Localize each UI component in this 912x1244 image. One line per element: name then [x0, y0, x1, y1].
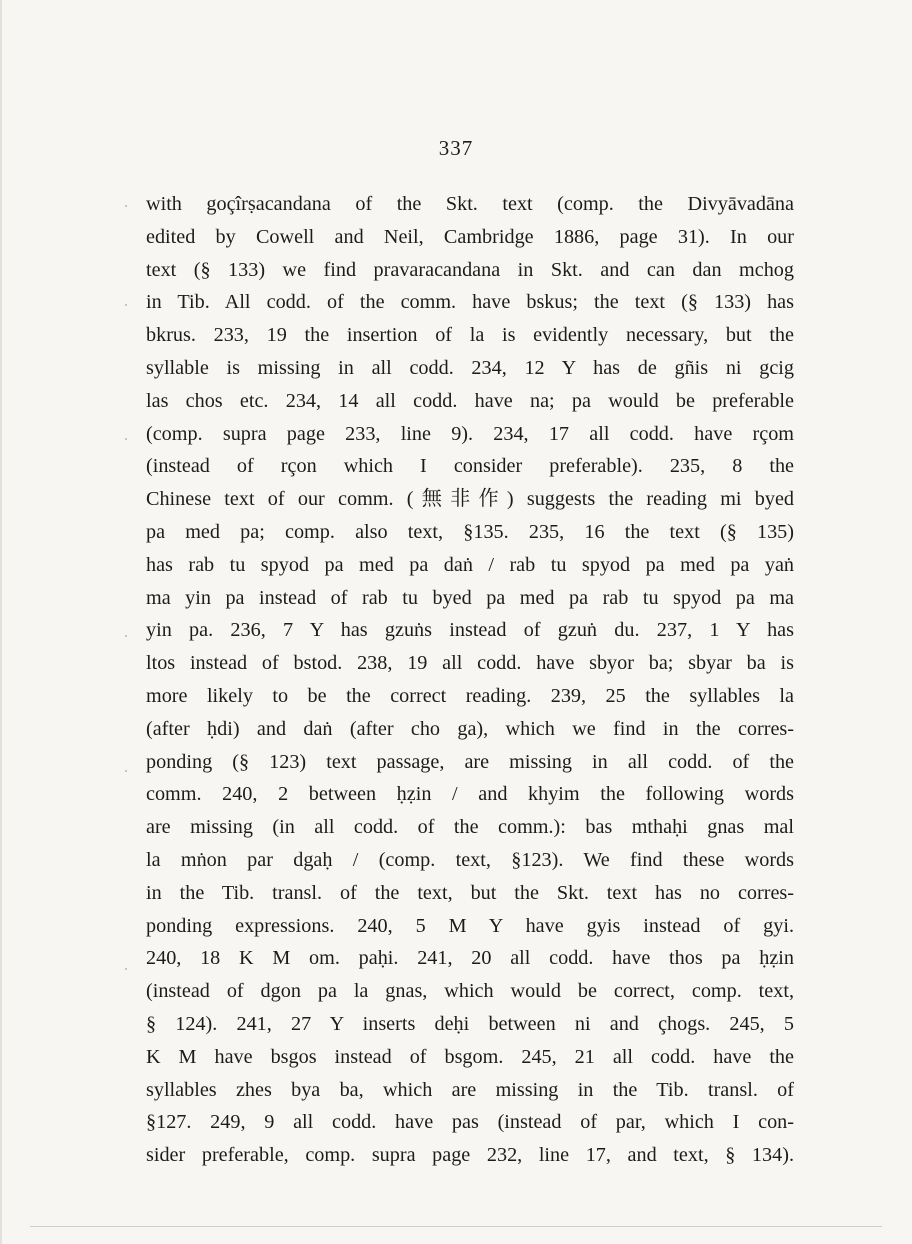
margin-mark	[125, 635, 127, 637]
text-line: ltos instead of bstod. 238, 19 all codd. have sbyor ba; sbyar ba is	[146, 652, 794, 675]
text-line: (instead of dgon pa la gnas, which would be correct, comp. text,	[146, 980, 794, 1003]
text-line: las chos etc. 234, 14 all codd. have na; pa would be preferable	[146, 389, 794, 412]
margin-mark	[125, 205, 127, 207]
text-line: bkrus. 233, 19 the insertion of la is evidently necessary, but the	[146, 324, 794, 347]
text-line: K M have bsgos instead of bsgom. 245, 21 all codd. have the	[146, 1045, 794, 1068]
text-line: sider preferable, comp. supra page 232, line 17, and text, § 134).	[146, 1144, 794, 1167]
text-line: ponding (§ 123) text passage, are missing in all codd. of the	[146, 750, 794, 773]
text-line: text (§ 133) we find pravaracandana in Skt. and can dan mchog	[146, 258, 794, 281]
margin-mark	[125, 770, 127, 772]
margin-mark	[125, 968, 127, 970]
text-line: (comp. supra page 233, line 9). 234, 17 all codd. have rçom	[146, 422, 794, 445]
text-line: edited by Cowell and Neil, Cambridge 1886, page 31). In our	[146, 225, 794, 248]
text-line: with goçîrṣacandana of the Skt. text (comp. the Divyāvadāna	[146, 193, 794, 215]
text-line: syllable is missing in all codd. 234, 12 Y has de gñis ni gcig	[146, 356, 794, 379]
page-number: 337	[438, 136, 474, 160]
text-line: 240, 18 K M om. paḥi. 241, 20 all codd. have thos pa ḥẓin	[146, 947, 794, 970]
text-line: comm. 240, 2 between ḥẓin / and khyim the following words	[146, 783, 794, 806]
text-line: ponding expressions. 240, 5 M Y have gyis instead of gyi.	[146, 914, 794, 937]
text-line: syllables zhes bya ba, which are missing in the Tib. transl. of	[146, 1078, 794, 1101]
text-line: §127. 249, 9 all codd. have pas (instead of par, which I con-	[146, 1111, 794, 1134]
margin-mark	[125, 304, 127, 306]
text-line: are missing (in all codd. of the comm.): bas mthaḥi gnas mal	[146, 816, 794, 839]
text-line: Chinese text of our comm. (無非作) suggests the reading mi byed	[146, 488, 794, 511]
text-line: more likely to be the correct reading. 239, 25 the syllables la	[146, 684, 794, 707]
text-line: has rab tu spyod pa med pa daṅ / rab tu spyod pa med pa yaṅ	[146, 553, 794, 576]
text-line: yin pa. 236, 7 Y has gzuṅs instead of gzuṅ du. 237, 1 Y has	[146, 619, 794, 642]
text-line: (after ḥdi) and daṅ (after cho ga), which we find in the corres-	[146, 717, 794, 740]
margin-mark	[125, 438, 127, 440]
text-line: in Tib. All codd. of the comm. have bskus; the text (§ 133) has	[146, 291, 794, 314]
text-line: ma yin pa instead of rab tu byed pa med pa rab tu spyod pa ma	[146, 586, 794, 609]
body-text	[146, 188, 794, 1172]
text-line: in the Tib. transl. of the text, but the Skt. text has no corres-	[146, 881, 794, 904]
bottom-edge-rule	[30, 1226, 882, 1227]
text-line: (instead of rçon which I consider preferable). 235, 8 the	[146, 455, 794, 478]
text-line: la mṅon par dgaḥ / (comp. text, §123). We find these words	[146, 848, 794, 871]
text-line: § 124). 241, 27 Y inserts deḥi between ni and çhogs. 245, 5	[146, 1012, 794, 1035]
text-line: pa med pa; comp. also text, §135. 235, 16 the text (§ 135)	[146, 520, 794, 543]
